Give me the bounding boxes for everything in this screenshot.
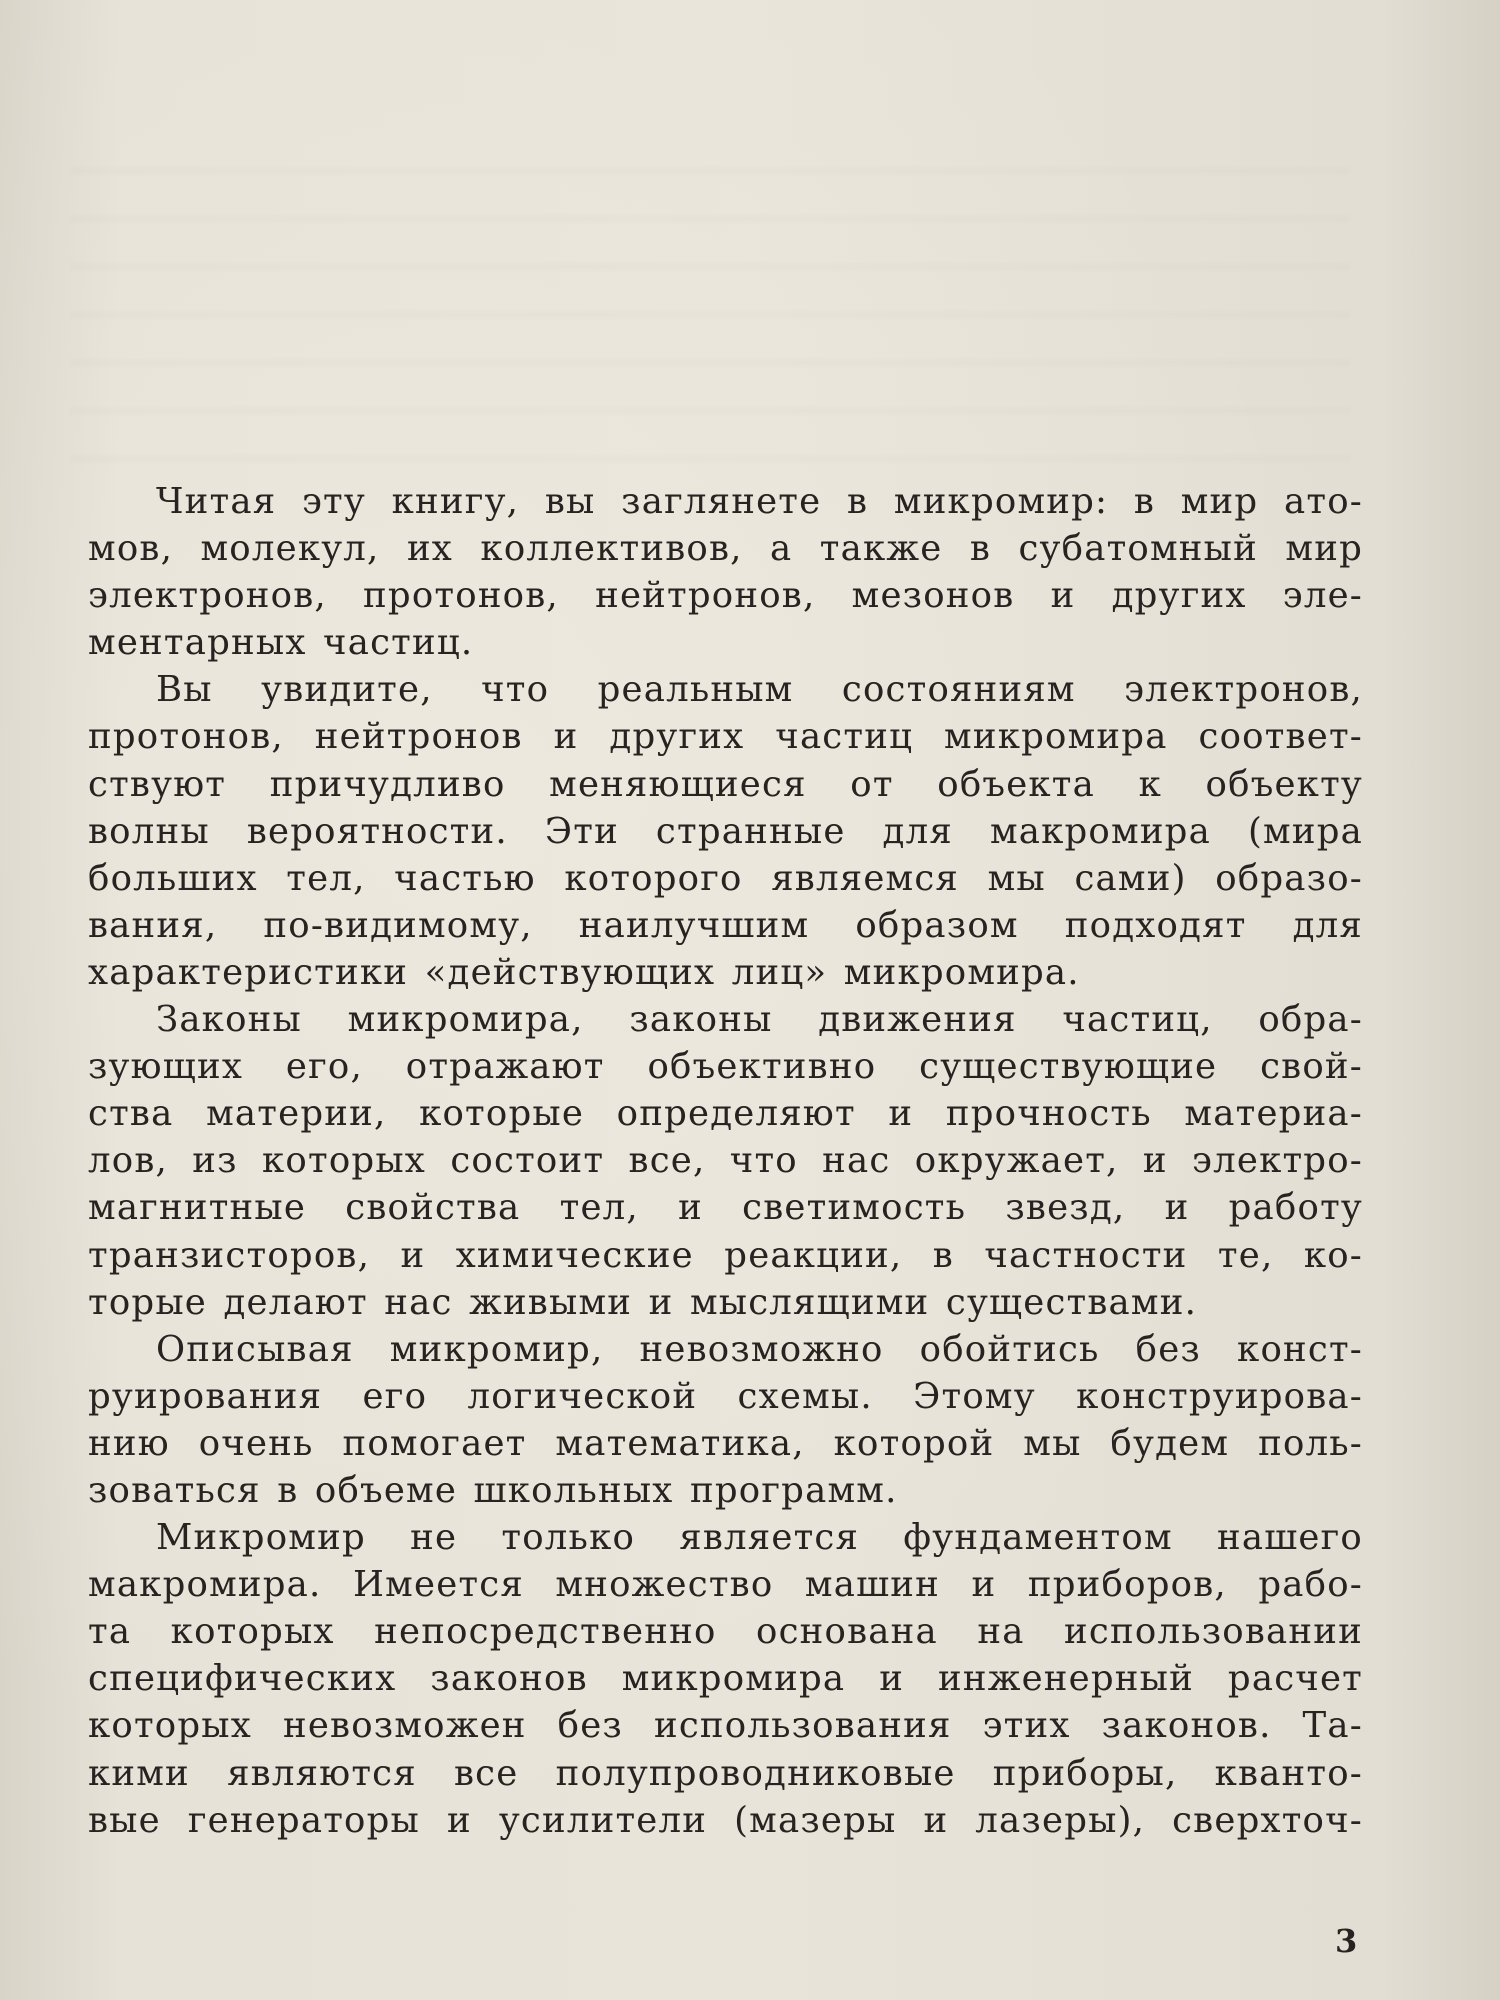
text-line: электронов, протонов, нейтронов, мезонов и других эле-	[88, 575, 1363, 617]
text-line: больших тел, частью которого являемся мы сами) образо-	[88, 857, 1363, 899]
text-line: Описывая микромир, невозможно обойтись без конст-	[156, 1328, 1363, 1370]
text-line: характеристики «действующих лиц» микромира.	[88, 951, 1080, 993]
text-line: зующих его, отражают объективно существующие свой-	[88, 1046, 1363, 1088]
paragraph-2	[88, 666, 1363, 996]
paragraph-5	[88, 1514, 1363, 1844]
text-line: ства материи, которые определяют и прочность материа-	[88, 1093, 1363, 1135]
text-line: Вы увидите, что реальным состояниям электронов,	[156, 669, 1363, 711]
text-line: зоваться в объеме школьных программ.	[88, 1469, 898, 1511]
show-through-text	[70, 140, 1350, 470]
text-line: волны вероятности. Эти странные для макромира (мира	[88, 810, 1363, 852]
paragraph-4	[88, 1326, 1363, 1514]
text-line: вания, по-видимому, наилучшим образом подходят для	[88, 904, 1363, 946]
page-number: 3	[1335, 1922, 1358, 1960]
text-line: Микромир не только является фундаментом нашего	[156, 1517, 1363, 1559]
text-line: нию очень помогает математика, которой мы будем поль-	[88, 1422, 1363, 1464]
text-line: макромира. Имеется множество машин и приборов, рабо-	[88, 1564, 1363, 1606]
text-line: ствуют причудливо меняющиеся от объекта к объекту	[88, 763, 1363, 805]
text-line: ментарных частиц.	[88, 622, 474, 664]
paragraph-1	[88, 478, 1363, 666]
text-line: магнитные свойства тел, и светимость звезд, и работу	[88, 1187, 1363, 1229]
text-line: Читая эту книгу, вы заглянете в микромир: в мир ато-	[156, 481, 1363, 522]
paragraph-3	[88, 996, 1363, 1326]
text-line: Законы микромира, законы движения частиц, обра-	[156, 999, 1363, 1041]
text-line: мов, молекул, их коллективов, а также в субатомный мир	[88, 528, 1363, 570]
text-line: специфических законов микромира и инженерный расчет	[88, 1658, 1363, 1700]
body-text	[88, 478, 1363, 1844]
text-line: транзисторов, и химические реакции, в частности те, ко-	[88, 1234, 1363, 1276]
text-line: руирования его логической схемы. Этому конструирова-	[88, 1375, 1363, 1417]
text-line: та которых непосредственно основана на использовании	[88, 1611, 1363, 1653]
text-line: которых невозможен без использования этих законов. Та-	[88, 1705, 1363, 1747]
text-line: кими являются все полупроводниковые приборы, кванто-	[88, 1752, 1363, 1794]
text-line: торые делают нас живыми и мыслящими существами.	[88, 1281, 1198, 1323]
text-line: вые генераторы и усилители (мазеры и лазеры), сверхточ-	[88, 1799, 1363, 1841]
text-line: лов, из которых состоит все, что нас окружает, и электро-	[88, 1140, 1363, 1182]
text-line: протонов, нейтронов и других частиц микромира соответ-	[88, 716, 1363, 758]
